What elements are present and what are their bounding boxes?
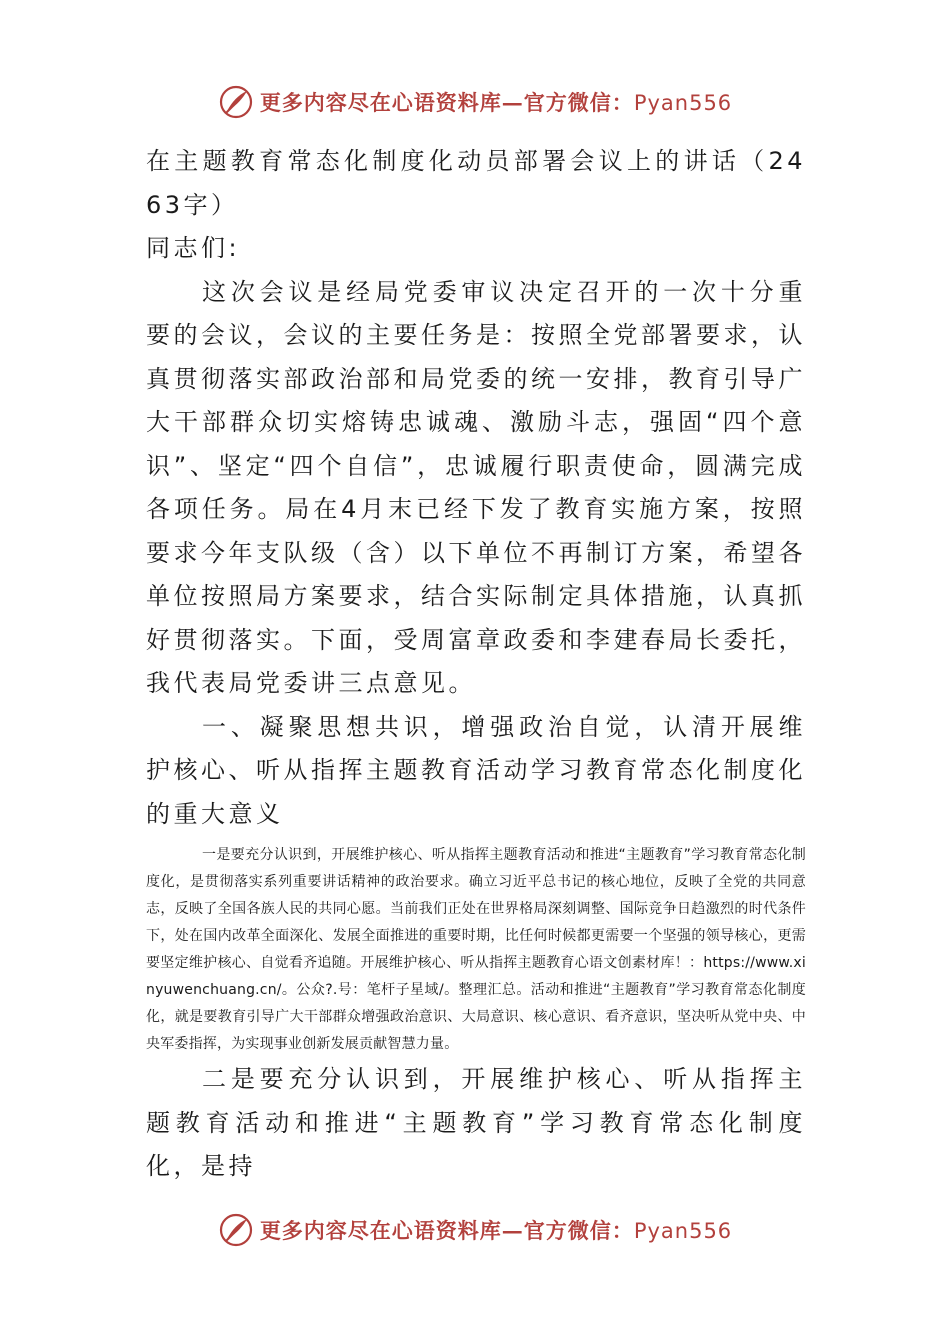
section-heading-1: 一、凝聚思想共识，增强政治自觉，认清开展维护核心、听从指挥主题教育活动学习教育常态化制度化的重大意义 bbox=[146, 712, 806, 828]
header-banner-text: 更多内容尽在心语资料库—官方微信：Pyan556 bbox=[259, 90, 733, 115]
header-watermark-banner bbox=[0, 82, 950, 122]
wechat-id: Pyan556 bbox=[633, 91, 733, 115]
salutation: 同志们: bbox=[146, 234, 241, 262]
feather-pen-icon bbox=[218, 1212, 254, 1248]
point-one-paragraph: 一是要充分认识到，开展维护核心、听从指挥主题教育活动和推进“主题教育”学习教育常态化制度化，是贯彻落实系列重要讲话精神的政治要求。确立习近平总书记的核心地位，反映了全党的共同意志，反映了全国各族人民的共同心愿。当前我们正处在世界格局深刻调整、国际竞争日趋激烈的时代条件下，处在国内改革全面深化、发展全面推进的重要时期，比任何时候都更需要一个坚强的领导核心，更需要坚定维护核心、自觉看齐追随。开展维护核心、听从指挥主题教育心语文创素材库！：https://www.xinyuwenchuang.cn/。公众?.号：笔杆子星域/。整理汇总。活动和推进“主题教育”学习教育常态化制度化，就是要教育引导广大干部群众增强政治意识、大局意识、核心意识、看齐意识，坚决听从党中央、中央军委指挥，为实现事业创新发展贡献智慧力量。 bbox=[146, 847, 806, 1052]
footer-banner-text: 更多内容尽在心语资料库—官方微信：Pyan556 bbox=[259, 1218, 733, 1243]
footer-watermark-banner bbox=[0, 1210, 950, 1250]
document-title: 在主题教育常态化制度化动员部署会议上的讲话（2463字） bbox=[146, 147, 806, 219]
document-body bbox=[146, 140, 806, 1189]
wechat-id: Pyan556 bbox=[633, 1219, 733, 1243]
feather-pen-icon bbox=[218, 84, 254, 120]
point-two-paragraph: 二是要充分认识到，开展维护核心、听从指挥主题教育活动和推进“主题教育”学习教育常态化制度化，是持 bbox=[146, 1065, 806, 1180]
intro-paragraph: 这次会议是经局党委审议决定召开的一次十分重要的会议，会议的主要任务是：按照全党部署要求，认真贯彻落实部政治部和局党委的统一安排，教育引导广大干部群众切实熔铸忠诚魂、激励斗志，强固“四个意识”、坚定“四个自信”，忠诚履行职责使命，圆满完成各项任务。局在4月末已经下发了教育实施方案，按照要求今年支队级（含）以下单位不再制订方案，希望各单位按照局方案要求，结合实际制定具体措施，认真抓好贯彻落实。下面，受周富章政委和李建春局长委托，我代表局党委讲三点意见。 bbox=[146, 277, 806, 697]
